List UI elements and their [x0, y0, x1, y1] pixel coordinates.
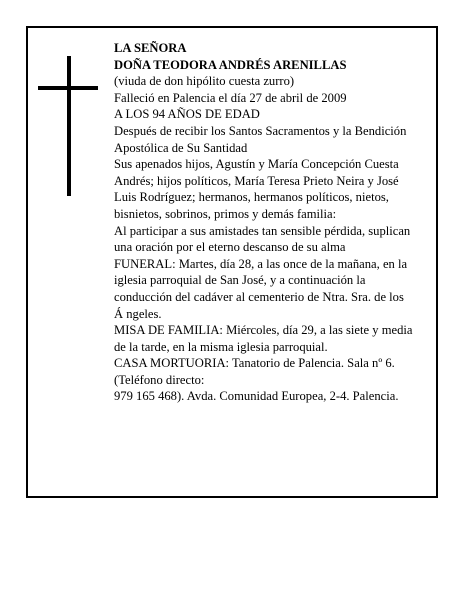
age-line: A LOS 94 AÑOS DE EDAD — [114, 107, 260, 122]
family-paragraph: Sus apenados hijos, Agustín y María Concepción Cuesta Andrés; hijos políticos, María Teresa Prieto Neira y José Luis Rodríguez; hermanos, hermanos políticos, nietos, bisnietos, sobrinos, primos y demás familia: — [114, 157, 399, 221]
mortuary-paragraph: CASA MORTUORIA: Tanatorio de Palencia. Sala nº 6. (Teléfono directo: — [114, 356, 395, 387]
deceased-name: DOÑA TEODORA ANDRÉS ARENILLAS — [114, 57, 347, 72]
sacraments-paragraph: Después de recibir los Santos Sacramentos y la Bendición Apostólica de Su Santidad — [114, 123, 407, 155]
title-line: LA SEÑORA — [114, 41, 187, 55]
mass-paragraph: MISA DE FAMILIA: Miércoles, día 29, a las siete y media de la tarde, en la misma iglesia parroquial. — [114, 323, 413, 354]
cross-icon-bar — [38, 86, 98, 90]
address-paragraph: 979 165 468). Avda. Comunidad Europea, 2-4. Palencia. — [114, 389, 399, 404]
death-line: Falleció en Palencia el día 27 de abril de 2009 — [114, 90, 347, 105]
funeral-paragraph: FUNERAL: Martes, día 28, a las once de la mañana, en la iglesia parroquial de San José, y a continuación la conducción del cadáver al cementerio de Ntra. Sra. de los Á ngeles. — [114, 256, 408, 321]
widow-line: (viuda de don hipólito cuesta zurro) — [114, 74, 295, 89]
request-paragraph: Al participar a sus amistades tan sensible pérdida, suplican una oración por el eterno descanso de su alma — [114, 223, 411, 255]
obituary-text — [114, 40, 414, 405]
cross-icon — [67, 56, 71, 196]
